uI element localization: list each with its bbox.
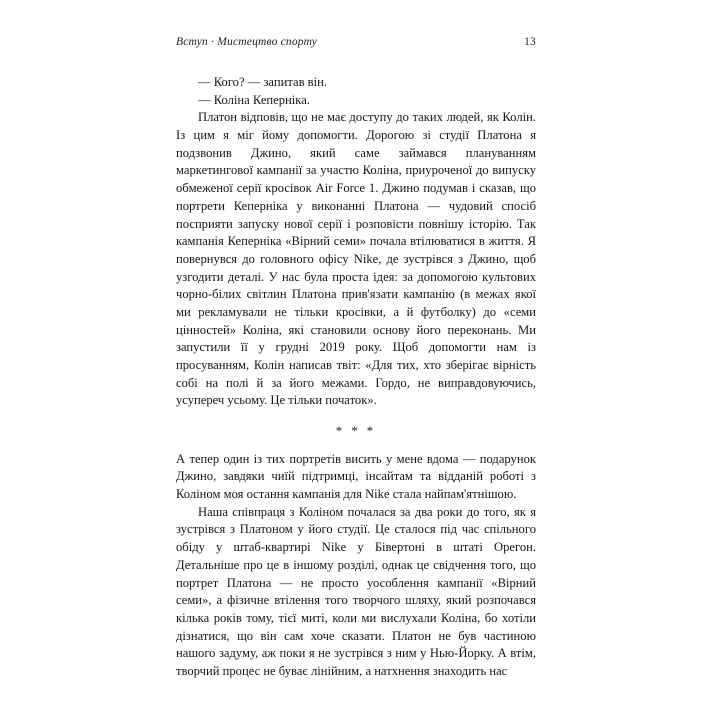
paragraph-body-3: Наша співпраця з Коліном почалася за два роки до того, як я зустрівся з Платоном у його студії. Це сталося під час спільного обіду у штаб-квартирі Nike у Бівертоні в штаті Орегон. Детальніше про це в іншому розділі, однак це свідчення того, що портрет Платона — не просто уособлення кампанії «Вірний семи», а фізичне втілення того творчого шляху, який розпочався кілька років тому, тієї миті, коли ми вислухали Коліна, бо хотіли дізнатися, що він сам хоче сказати. Платон не був частиною нашого задуму, аж поки я не зустрівся з ним у Нью-Йорку. А втім, творчий процес не буває лінійним, а натхнення знаходить нас [176,504,536,678]
page-number: 13 [524,36,536,48]
paragraph-dialogue-1: — Кого? — запитав він. [198,75,327,89]
running-head [176,36,536,50]
section-separator: * * * [335,424,377,439]
paragraph-body-1: Платон відповів, що не має доступу до таких людей, як Колін. Із цим я міг йому допомогти. Дорогою зі студії Платона я подзвонив Джино, який саме займався плануванням маркетингової кампанії за участю Коліна, приуроченої до випуску обмеженої серії кросівок Air Force 1. Джино подумав і сказав, що портрети Кеперніка у виконанні Платона — чудовий спосіб посприяти запуску нової серії і розповісти повнішу історію. Так кампанія Кеперніка «Вірний семи» почала втілюватися в життя. Я повернувся до головного офісу Nike, де зустрівся з Джино, щоб узгодити деталі. У нас була проста ідея: за допомогою культових чорно-білих світлин Платона прив'язати кампанію (в межах якої ми рекламували не тільки кросівки, а й футболку) до «семи цінностей» Коліна, які становили основу його переконань. Ми запустили її у грудні 2019 року. Щоб допомогти нам із просуванням, Колін написав твіт: «Для тих, хто зберігає вірність собі на полі й за його межами. Гордо, не виправдовуючись, усупереч усьому. Це тільки початок». [176,110,536,408]
running-head-title: Вступ · Мистецтво спорту [176,36,318,48]
paragraph-dialogue-2: — Коліна Кеперніка. [198,92,310,107]
body-text [176,74,536,681]
paragraph-body-2: А тепер один із тих портретів висить у мене вдома — подарунок Джино, завдяки чиїй підтримці, інсайтам та відданій роботі з Коліном моя остання кампанія для Nike стала найпам'ятнішою. [176,451,536,502]
